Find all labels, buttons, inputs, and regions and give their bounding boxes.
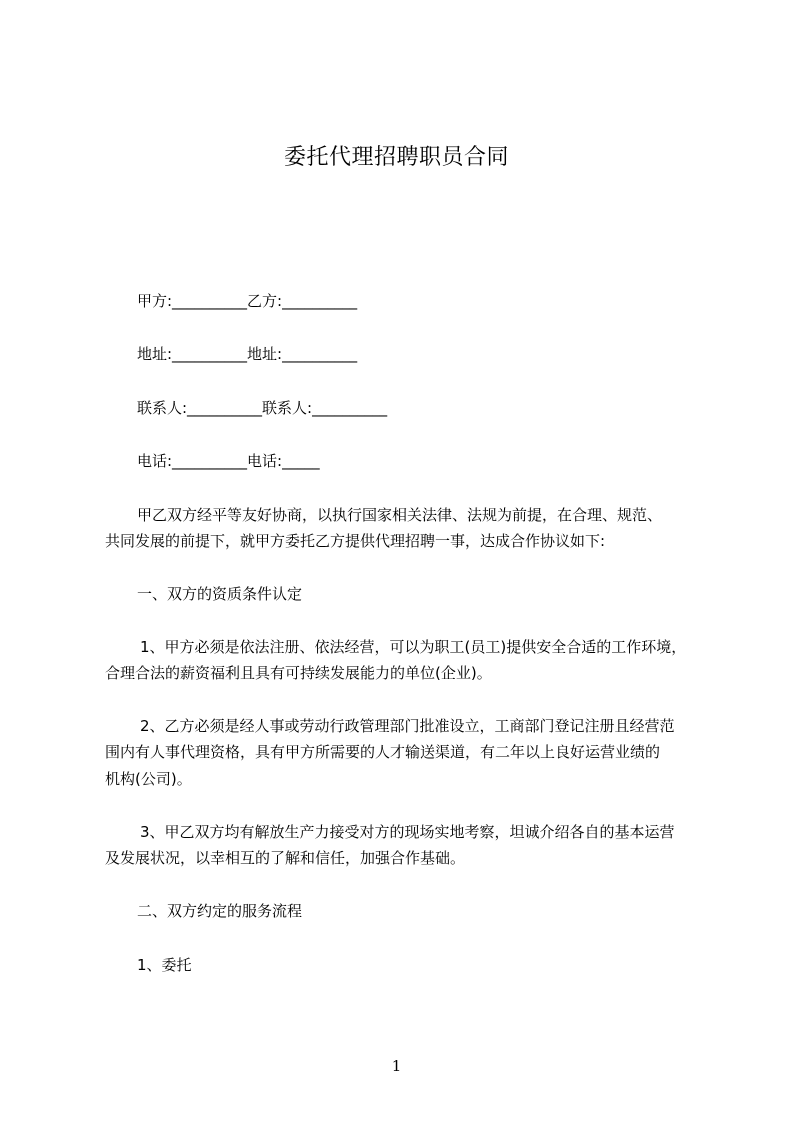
intro-line-2: 共同发展的前提下，就甲方委托乙方提供代理招聘一事，达成合作协议如下:: [105, 532, 606, 550]
clause-1-3-line-1: 3、甲乙双方均有解放生产力接受对方的现场实地考察，坦诚介绍各自的基本运营: [140, 823, 675, 841]
page-number: 1: [391, 1057, 402, 1075]
section-1-heading: 一、双方的资质条件认定: [137, 585, 303, 603]
clause-1-1-line-1: 1、甲方必须是依法注册、依法经营，可以为职工(员工)提供安全合适的工作环境，: [140, 638, 687, 656]
clause-2-1: 1、委托: [137, 956, 192, 974]
document-title: 委托代理招聘职员合同: [283, 145, 509, 170]
party-line-address: 地址:__________地址:__________: [137, 345, 358, 363]
clause-1-2-line-1: 2、乙方必须是经人事或劳动行政管理部门批准设立，工商部门登记注册且经营范: [140, 717, 675, 735]
intro-line-1: 甲乙双方经平等友好协商，以执行国家相关法律、法规为前提，在合理、规范、: [137, 506, 663, 524]
party-line-contact: 联系人:__________联系人:__________: [137, 399, 388, 417]
clause-1-1-line-2: 合理合法的薪资福利且具有可持续发展能力的单位(企业)。: [105, 664, 492, 682]
clause-1-3-line-2: 及发展状况，以幸相互的了解和信任，加强合作基础。: [105, 849, 466, 867]
clause-1-2-line-2: 围内有人事代理资格，具有甲方所需要的人才输送渠道，有二年以上良好运营业绩的: [105, 743, 661, 761]
clause-1-2-line-3: 机构(公司)。: [105, 770, 192, 788]
section-2-heading: 二、双方约定的服务流程: [137, 902, 303, 920]
party-line-phone: 电话:__________电话:_____: [137, 452, 320, 470]
party-line-name: 甲方:__________乙方:__________: [137, 292, 358, 310]
